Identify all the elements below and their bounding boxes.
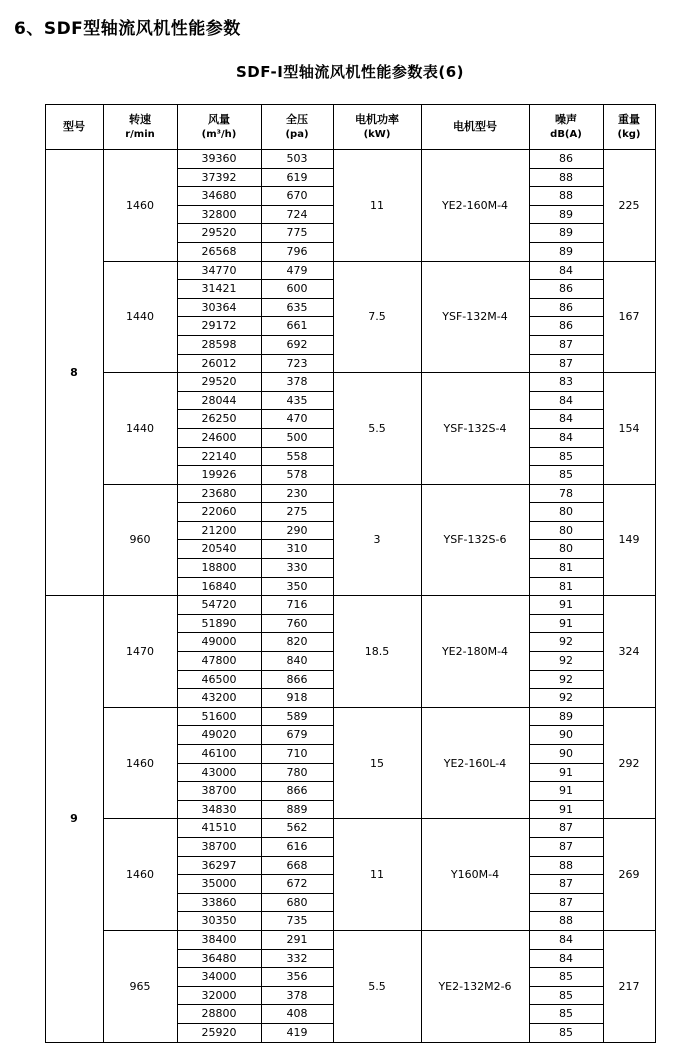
cell-noise: 84	[529, 391, 603, 410]
cell-pressure: 670	[261, 187, 333, 206]
cell-pressure: 435	[261, 391, 333, 410]
table-header-row	[45, 105, 655, 150]
cell-noise: 91	[529, 763, 603, 782]
cell-pressure: 692	[261, 335, 333, 354]
cell-pressure: 840	[261, 652, 333, 671]
cell-pressure: 672	[261, 875, 333, 894]
cell-motor-model: YSF-132S-4	[421, 373, 529, 485]
cell-pressure: 668	[261, 856, 333, 875]
cell-noise: 85	[529, 447, 603, 466]
cell-flow: 35000	[177, 875, 261, 894]
table-row	[45, 930, 655, 949]
cell-noise: 80	[529, 521, 603, 540]
column-header-label: 噪声	[555, 112, 577, 126]
cell-flow: 51600	[177, 707, 261, 726]
cell-model: 8	[45, 150, 103, 596]
cell-noise: 85	[529, 466, 603, 485]
cell-flow: 32000	[177, 986, 261, 1005]
cell-flow: 28800	[177, 1005, 261, 1024]
cell-power: 11	[333, 819, 421, 931]
cell-flow: 34770	[177, 261, 261, 280]
column-header-unit: dB(A)	[550, 128, 582, 140]
cell-pressure: 408	[261, 1005, 333, 1024]
cell-noise: 91	[529, 596, 603, 615]
cell-flow: 33860	[177, 893, 261, 912]
cell-pressure: 589	[261, 707, 333, 726]
cell-noise: 89	[529, 224, 603, 243]
cell-power: 7.5	[333, 261, 421, 373]
cell-pressure: 578	[261, 466, 333, 485]
cell-noise: 87	[529, 893, 603, 912]
cell-flow: 26250	[177, 410, 261, 429]
column-header-1	[103, 105, 177, 150]
column-header-2	[177, 105, 261, 150]
cell-speed: 1440	[103, 261, 177, 373]
cell-noise: 81	[529, 577, 603, 596]
cell-flow: 51890	[177, 614, 261, 633]
cell-noise: 85	[529, 968, 603, 987]
cell-flow: 26568	[177, 242, 261, 261]
cell-noise: 87	[529, 354, 603, 373]
cell-flow: 38400	[177, 930, 261, 949]
cell-pressure: 562	[261, 819, 333, 838]
cell-noise: 92	[529, 652, 603, 671]
cell-noise: 90	[529, 745, 603, 764]
cell-noise: 89	[529, 205, 603, 224]
cell-flow: 34680	[177, 187, 261, 206]
cell-noise: 80	[529, 503, 603, 522]
cell-flow: 19926	[177, 466, 261, 485]
column-header-3	[261, 105, 333, 150]
cell-power: 3	[333, 484, 421, 596]
cell-flow: 24600	[177, 428, 261, 447]
cell-noise: 91	[529, 782, 603, 801]
cell-pressure: 479	[261, 261, 333, 280]
column-header-unit: (pa)	[285, 128, 309, 140]
cell-flow: 31421	[177, 280, 261, 299]
cell-motor-model: Y160M-4	[421, 819, 529, 931]
cell-weight: 217	[603, 930, 655, 1042]
cell-flow: 36480	[177, 949, 261, 968]
column-header-4	[333, 105, 421, 150]
cell-flow: 30364	[177, 298, 261, 317]
cell-pressure: 680	[261, 893, 333, 912]
cell-flow: 34830	[177, 800, 261, 819]
table-row	[45, 707, 655, 726]
cell-flow: 20540	[177, 540, 261, 559]
cell-pressure: 332	[261, 949, 333, 968]
cell-noise: 92	[529, 633, 603, 652]
cell-noise: 84	[529, 949, 603, 968]
cell-pressure: 330	[261, 559, 333, 578]
column-header-unit: (kg)	[617, 128, 641, 140]
cell-flow: 21200	[177, 521, 261, 540]
cell-pressure: 619	[261, 168, 333, 187]
cell-pressure: 635	[261, 298, 333, 317]
cell-pressure: 918	[261, 689, 333, 708]
cell-pressure: 558	[261, 447, 333, 466]
cell-noise: 84	[529, 261, 603, 280]
table-row	[45, 596, 655, 615]
performance-table	[45, 104, 656, 1043]
cell-pressure: 710	[261, 745, 333, 764]
cell-pressure: 661	[261, 317, 333, 336]
cell-flow: 22060	[177, 503, 261, 522]
cell-pressure: 470	[261, 410, 333, 429]
cell-flow: 47800	[177, 652, 261, 671]
cell-weight: 149	[603, 484, 655, 596]
cell-pressure: 796	[261, 242, 333, 261]
cell-flow: 49000	[177, 633, 261, 652]
cell-weight: 292	[603, 707, 655, 819]
cell-pressure: 760	[261, 614, 333, 633]
table-row	[45, 373, 655, 392]
cell-noise: 84	[529, 410, 603, 429]
cell-pressure: 616	[261, 837, 333, 856]
cell-noise: 86	[529, 150, 603, 169]
cell-noise: 88	[529, 168, 603, 187]
cell-power: 15	[333, 707, 421, 819]
cell-noise: 89	[529, 707, 603, 726]
cell-noise: 81	[529, 559, 603, 578]
cell-pressure: 600	[261, 280, 333, 299]
cell-pressure: 724	[261, 205, 333, 224]
cell-flow: 36297	[177, 856, 261, 875]
cell-pressure: 500	[261, 428, 333, 447]
cell-noise: 91	[529, 614, 603, 633]
cell-flow: 25920	[177, 1023, 261, 1042]
table-row	[45, 150, 655, 169]
cell-flow: 23680	[177, 484, 261, 503]
cell-pressure: 291	[261, 930, 333, 949]
cell-flow: 38700	[177, 782, 261, 801]
cell-noise: 87	[529, 335, 603, 354]
cell-noise: 88	[529, 187, 603, 206]
cell-power: 5.5	[333, 373, 421, 485]
cell-pressure: 419	[261, 1023, 333, 1042]
cell-weight: 324	[603, 596, 655, 708]
column-header-label: 重量	[618, 112, 640, 126]
cell-noise: 92	[529, 670, 603, 689]
cell-motor-model: YE2-180M-4	[421, 596, 529, 708]
cell-pressure: 356	[261, 968, 333, 987]
cell-weight: 225	[603, 150, 655, 262]
cell-flow: 28044	[177, 391, 261, 410]
cell-flow: 34000	[177, 968, 261, 987]
cell-flow: 22140	[177, 447, 261, 466]
cell-pressure: 820	[261, 633, 333, 652]
cell-pressure: 723	[261, 354, 333, 373]
cell-noise: 85	[529, 1005, 603, 1024]
cell-flow: 30350	[177, 912, 261, 931]
table-row	[45, 819, 655, 838]
cell-flow: 32800	[177, 205, 261, 224]
column-header-label: 型号	[63, 119, 85, 133]
cell-flow: 46100	[177, 745, 261, 764]
cell-pressure: 290	[261, 521, 333, 540]
cell-noise: 85	[529, 1023, 603, 1042]
cell-flow: 37392	[177, 168, 261, 187]
cell-weight: 269	[603, 819, 655, 931]
cell-noise: 88	[529, 912, 603, 931]
column-header-label: 电机功率	[355, 112, 399, 126]
cell-flow: 26012	[177, 354, 261, 373]
cell-flow: 29520	[177, 373, 261, 392]
cell-noise: 87	[529, 837, 603, 856]
cell-motor-model: YE2-132M2-6	[421, 930, 529, 1042]
cell-speed: 1460	[103, 150, 177, 262]
cell-pressure: 275	[261, 503, 333, 522]
cell-flow: 41510	[177, 819, 261, 838]
table-row	[45, 261, 655, 280]
cell-noise: 91	[529, 800, 603, 819]
cell-pressure: 775	[261, 224, 333, 243]
cell-motor-model: YE2-160M-4	[421, 150, 529, 262]
cell-pressure: 866	[261, 782, 333, 801]
cell-flow: 18800	[177, 559, 261, 578]
column-header-label: 全压	[286, 112, 308, 126]
cell-noise: 86	[529, 298, 603, 317]
cell-pressure: 378	[261, 373, 333, 392]
cell-speed: 1440	[103, 373, 177, 485]
cell-noise: 84	[529, 428, 603, 447]
cell-noise: 85	[529, 986, 603, 1005]
column-header-unit: r/min	[125, 128, 155, 140]
cell-pressure: 350	[261, 577, 333, 596]
cell-pressure: 378	[261, 986, 333, 1005]
cell-flow: 38700	[177, 837, 261, 856]
column-header-label: 电机型号	[453, 119, 497, 133]
cell-noise: 86	[529, 317, 603, 336]
cell-weight: 167	[603, 261, 655, 373]
cell-flow: 16840	[177, 577, 261, 596]
cell-motor-model: YSF-132S-6	[421, 484, 529, 596]
cell-noise: 90	[529, 726, 603, 745]
cell-flow: 29520	[177, 224, 261, 243]
cell-noise: 84	[529, 930, 603, 949]
cell-pressure: 780	[261, 763, 333, 782]
cell-noise: 92	[529, 689, 603, 708]
table-row	[45, 484, 655, 503]
column-header-0	[45, 105, 103, 150]
cell-noise: 87	[529, 819, 603, 838]
cell-pressure: 716	[261, 596, 333, 615]
cell-noise: 89	[529, 242, 603, 261]
column-header-6	[529, 105, 603, 150]
cell-flow: 39360	[177, 150, 261, 169]
cell-noise: 78	[529, 484, 603, 503]
document-page	[0, 14, 700, 1039]
column-header-label: 风量	[208, 112, 230, 126]
cell-noise: 88	[529, 856, 603, 875]
cell-pressure: 679	[261, 726, 333, 745]
cell-flow: 46500	[177, 670, 261, 689]
cell-flow: 43200	[177, 689, 261, 708]
cell-pressure: 310	[261, 540, 333, 559]
cell-power: 18.5	[333, 596, 421, 708]
cell-noise: 80	[529, 540, 603, 559]
cell-weight: 154	[603, 373, 655, 485]
cell-noise: 83	[529, 373, 603, 392]
cell-flow: 29172	[177, 317, 261, 336]
cell-flow: 43000	[177, 763, 261, 782]
cell-speed: 960	[103, 484, 177, 596]
cell-speed: 1460	[103, 707, 177, 819]
cell-noise: 87	[529, 875, 603, 894]
cell-pressure: 889	[261, 800, 333, 819]
cell-flow: 28598	[177, 335, 261, 354]
column-header-5	[421, 105, 529, 150]
column-header-unit: (m³/h)	[201, 128, 237, 140]
cell-pressure: 230	[261, 484, 333, 503]
cell-pressure: 735	[261, 912, 333, 931]
table-title: SDF-Ⅰ型轴流风机性能参数表(6)	[236, 63, 464, 81]
cell-speed: 1460	[103, 819, 177, 931]
column-header-label: 转速	[129, 112, 151, 126]
section-heading: 6、SDF型轴流风机性能参数	[14, 19, 241, 39]
cell-model: 9	[45, 596, 103, 1042]
cell-flow: 49020	[177, 726, 261, 745]
cell-speed: 1470	[103, 596, 177, 708]
cell-pressure: 866	[261, 670, 333, 689]
cell-noise: 86	[529, 280, 603, 299]
column-header-7	[603, 105, 655, 150]
cell-power: 5.5	[333, 930, 421, 1042]
cell-motor-model: YE2-160L-4	[421, 707, 529, 819]
cell-speed: 965	[103, 930, 177, 1042]
cell-motor-model: YSF-132M-4	[421, 261, 529, 373]
cell-flow: 54720	[177, 596, 261, 615]
column-header-unit: (kW)	[363, 128, 391, 140]
cell-power: 11	[333, 150, 421, 262]
cell-pressure: 503	[261, 150, 333, 169]
